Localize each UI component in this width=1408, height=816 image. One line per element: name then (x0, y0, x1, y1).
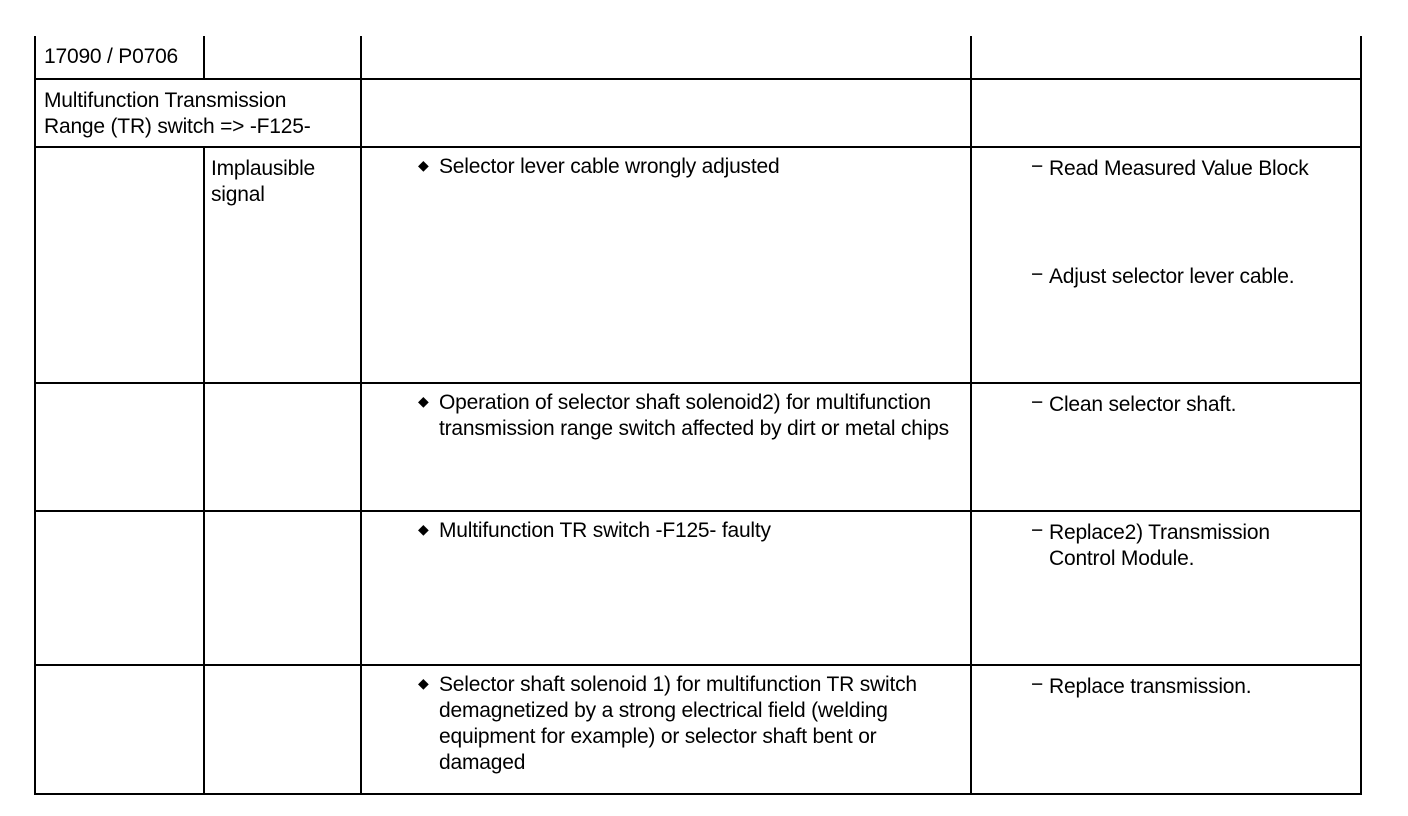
empty-cell (204, 383, 361, 511)
table-row (35, 36, 1361, 79)
empty-cell (204, 511, 361, 665)
empty-cell (361, 79, 971, 147)
cause-cell (361, 665, 971, 794)
empty-cell (35, 383, 204, 511)
table-row (35, 511, 1361, 665)
empty-cell (204, 665, 361, 794)
cause-text: Selector lever cable wrongly adjusted (439, 155, 780, 178)
action-text: Replace2) Transmission Control Module. (1049, 521, 1270, 570)
diamond-bullet-icon: ◆ (418, 521, 429, 537)
cause-item (362, 512, 970, 544)
diagnostic-table (34, 36, 1362, 795)
cause-cell (361, 383, 971, 511)
action-item (972, 264, 1360, 290)
action-text: Replace transmission. (1049, 675, 1252, 698)
table-row (35, 147, 1361, 383)
table-row (35, 665, 1361, 794)
action-item (972, 520, 1360, 572)
action-cell (971, 665, 1361, 794)
empty-cell (35, 511, 204, 665)
action-item (972, 156, 1360, 182)
fault-code-cell (35, 36, 204, 79)
fault-type-cell (204, 147, 361, 383)
action-cell (971, 147, 1361, 383)
empty-cell (971, 36, 1361, 79)
cause-item (362, 384, 970, 442)
action-cell (971, 511, 1361, 665)
action-item (972, 392, 1360, 418)
cause-item (362, 148, 970, 180)
dash-icon: − (1031, 673, 1044, 696)
cause-text: Multifunction TR switch -F125- faulty (439, 519, 771, 542)
cause-cell (361, 511, 971, 665)
action-cell (971, 383, 1361, 511)
empty-cell (361, 36, 971, 79)
empty-cell (971, 79, 1361, 147)
action-text: Clean selector shaft. (1049, 393, 1237, 416)
action-text: Adjust selector lever cable. (1049, 265, 1295, 288)
component-cell (35, 79, 361, 147)
fault-type: Implausible signal (211, 157, 316, 206)
cause-item (362, 666, 970, 776)
empty-cell (35, 665, 204, 794)
dash-icon: − (1031, 391, 1044, 414)
fault-code: 17090 / P0706 (44, 45, 179, 68)
cause-cell (361, 147, 971, 383)
table-row (35, 79, 1361, 147)
table-row (35, 383, 1361, 511)
diamond-bullet-icon: ◆ (418, 675, 429, 691)
action-item (972, 674, 1360, 700)
empty-cell (35, 147, 204, 383)
action-text: Read Measured Value Block (1049, 157, 1309, 180)
dash-icon: − (1031, 155, 1044, 178)
component-name: Multifunction Transmission Range (TR) switch => -F125- (44, 89, 311, 138)
cause-text: Selector shaft solenoid 1) for multifunction TR switch demagnetized by a strong electrical field (welding equipment for example) or selector shaft bent or damaged (439, 673, 917, 774)
cause-text: Operation of selector shaft solenoid2) for multifunction transmission range switch affected by dirt or metal chips (439, 391, 949, 440)
diamond-bullet-icon: ◆ (418, 157, 429, 173)
dash-icon: − (1031, 519, 1044, 542)
empty-cell (204, 36, 361, 79)
dash-icon: − (1031, 263, 1044, 286)
diamond-bullet-icon: ◆ (418, 393, 429, 409)
